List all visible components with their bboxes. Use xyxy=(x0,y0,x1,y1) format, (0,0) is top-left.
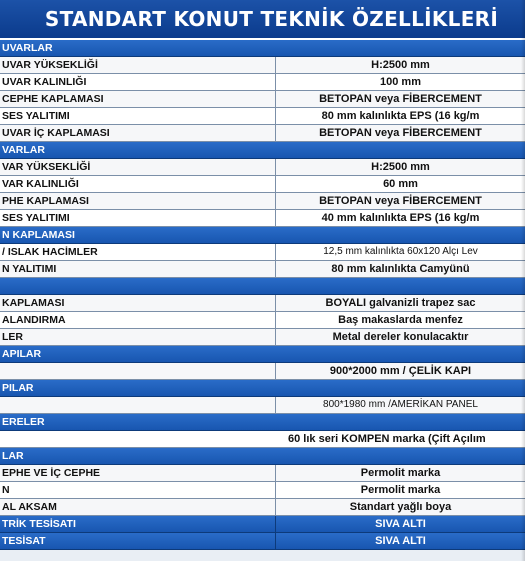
spec-label: CEPHE KAPLAMASI xyxy=(1,91,276,107)
table-row xyxy=(0,533,525,550)
section-header: PILAR xyxy=(0,380,525,397)
spec-label: SES YALITIMI xyxy=(1,210,276,226)
spec-label: TRİK TESİSATI xyxy=(1,516,276,532)
spec-value: BETOPAN veya FİBERCEMENT xyxy=(319,195,482,207)
table-row xyxy=(0,193,525,210)
spec-label: VAR KALINLIĞI xyxy=(1,176,276,192)
table-row xyxy=(0,244,525,261)
spec-value: 80 mm kalınlıkta EPS (16 kg/m xyxy=(321,110,480,122)
spec-value: H:2500 mm xyxy=(371,59,430,71)
spec-label: SES YALITIMI xyxy=(1,108,276,124)
spec-label: VAR YÜKSEKLİĞİ xyxy=(1,159,276,175)
spec-label: ALANDIRMA xyxy=(1,312,276,328)
table-row xyxy=(0,176,525,193)
page-title: STANDART KONUT TEKNİK ÖZELLİKLERİ xyxy=(44,7,499,31)
section-header: LAR xyxy=(0,448,525,465)
spec-value: 900*2000 mm / ÇELİK KAPI xyxy=(329,365,472,377)
table-row xyxy=(0,74,525,91)
spec-label xyxy=(1,397,276,413)
spec-label: / ISLAK HACİMLER xyxy=(1,244,276,260)
spec-value: Metal dereler konulacaktır xyxy=(332,331,469,343)
spec-value: BETOPAN veya FİBERCEMENT xyxy=(319,127,482,139)
table-row xyxy=(0,397,525,414)
table-row xyxy=(0,261,525,278)
spec-label: UVAR İÇ KAPLAMASI xyxy=(1,125,276,141)
spec-value: 12,5 mm kalınlıkta 60x120 Alçı Lev xyxy=(323,246,478,257)
table-row xyxy=(0,431,525,448)
section-header: VARLAR xyxy=(0,142,525,159)
spec-value: SIVA ALTI xyxy=(375,518,426,530)
spec-value: BETOPAN veya FİBERCEMENT xyxy=(319,93,482,105)
table-row xyxy=(0,57,525,74)
spec-value: 80 mm kalınlıkta Camyünü xyxy=(331,263,470,275)
spec-value: 40 mm kalınlıkta EPS (16 kg/m xyxy=(321,212,480,224)
spec-label xyxy=(1,363,276,379)
spec-value: 100 mm xyxy=(380,76,421,88)
table-row xyxy=(0,210,525,227)
section-header: UVARLAR xyxy=(0,40,525,57)
spec-label: LER xyxy=(1,329,276,345)
table-row xyxy=(0,125,525,142)
section-header xyxy=(0,278,525,295)
spec-table xyxy=(0,40,525,550)
table-row xyxy=(0,91,525,108)
spec-label: N YALITIMI xyxy=(1,261,276,277)
spec-value: 800*1980 mm /AMERİKAN PANEL xyxy=(323,399,478,410)
edge-shadow xyxy=(521,0,525,561)
spec-value: H:2500 mm xyxy=(371,161,430,173)
spec-value: Permolit marka xyxy=(360,467,441,479)
spec-value: Standart yağlı boya xyxy=(349,501,452,513)
table-row xyxy=(0,108,525,125)
table-row xyxy=(0,312,525,329)
spec-value: BOYALI galvanizli trapez sac xyxy=(325,297,476,309)
spec-value: Permolit marka xyxy=(360,484,441,496)
spec-value: 60 lık seri KOMPEN marka (Çift Açılım xyxy=(288,433,486,445)
spec-label: UVAR KALINLIĞI xyxy=(1,74,276,90)
table-row xyxy=(0,482,525,499)
spec-value: Baş makaslarda menfez xyxy=(338,314,463,326)
table-row xyxy=(0,499,525,516)
section-header: ERELER xyxy=(0,414,525,431)
spec-label: PHE KAPLAMASI xyxy=(1,193,276,209)
table-row xyxy=(0,295,525,312)
title-bar xyxy=(0,0,525,40)
spec-value: 60 mm xyxy=(383,178,418,190)
spec-label: N xyxy=(1,482,276,498)
table-row xyxy=(0,329,525,346)
table-row xyxy=(0,363,525,380)
section-header: APILAR xyxy=(0,346,525,363)
table-row xyxy=(0,516,525,533)
spec-label: UVAR YÜKSEKLİĞİ xyxy=(1,57,276,73)
spec-label: AL AKSAM xyxy=(1,499,276,515)
spec-label: EPHE VE İÇ CEPHE xyxy=(1,465,276,481)
spec-label: KAPLAMASI xyxy=(1,295,276,311)
table-row xyxy=(0,465,525,482)
section-header: N KAPLAMASI xyxy=(0,227,525,244)
table-row xyxy=(0,159,525,176)
spec-label: TESİSAT xyxy=(1,533,276,549)
spec-value: SIVA ALTI xyxy=(375,535,426,547)
